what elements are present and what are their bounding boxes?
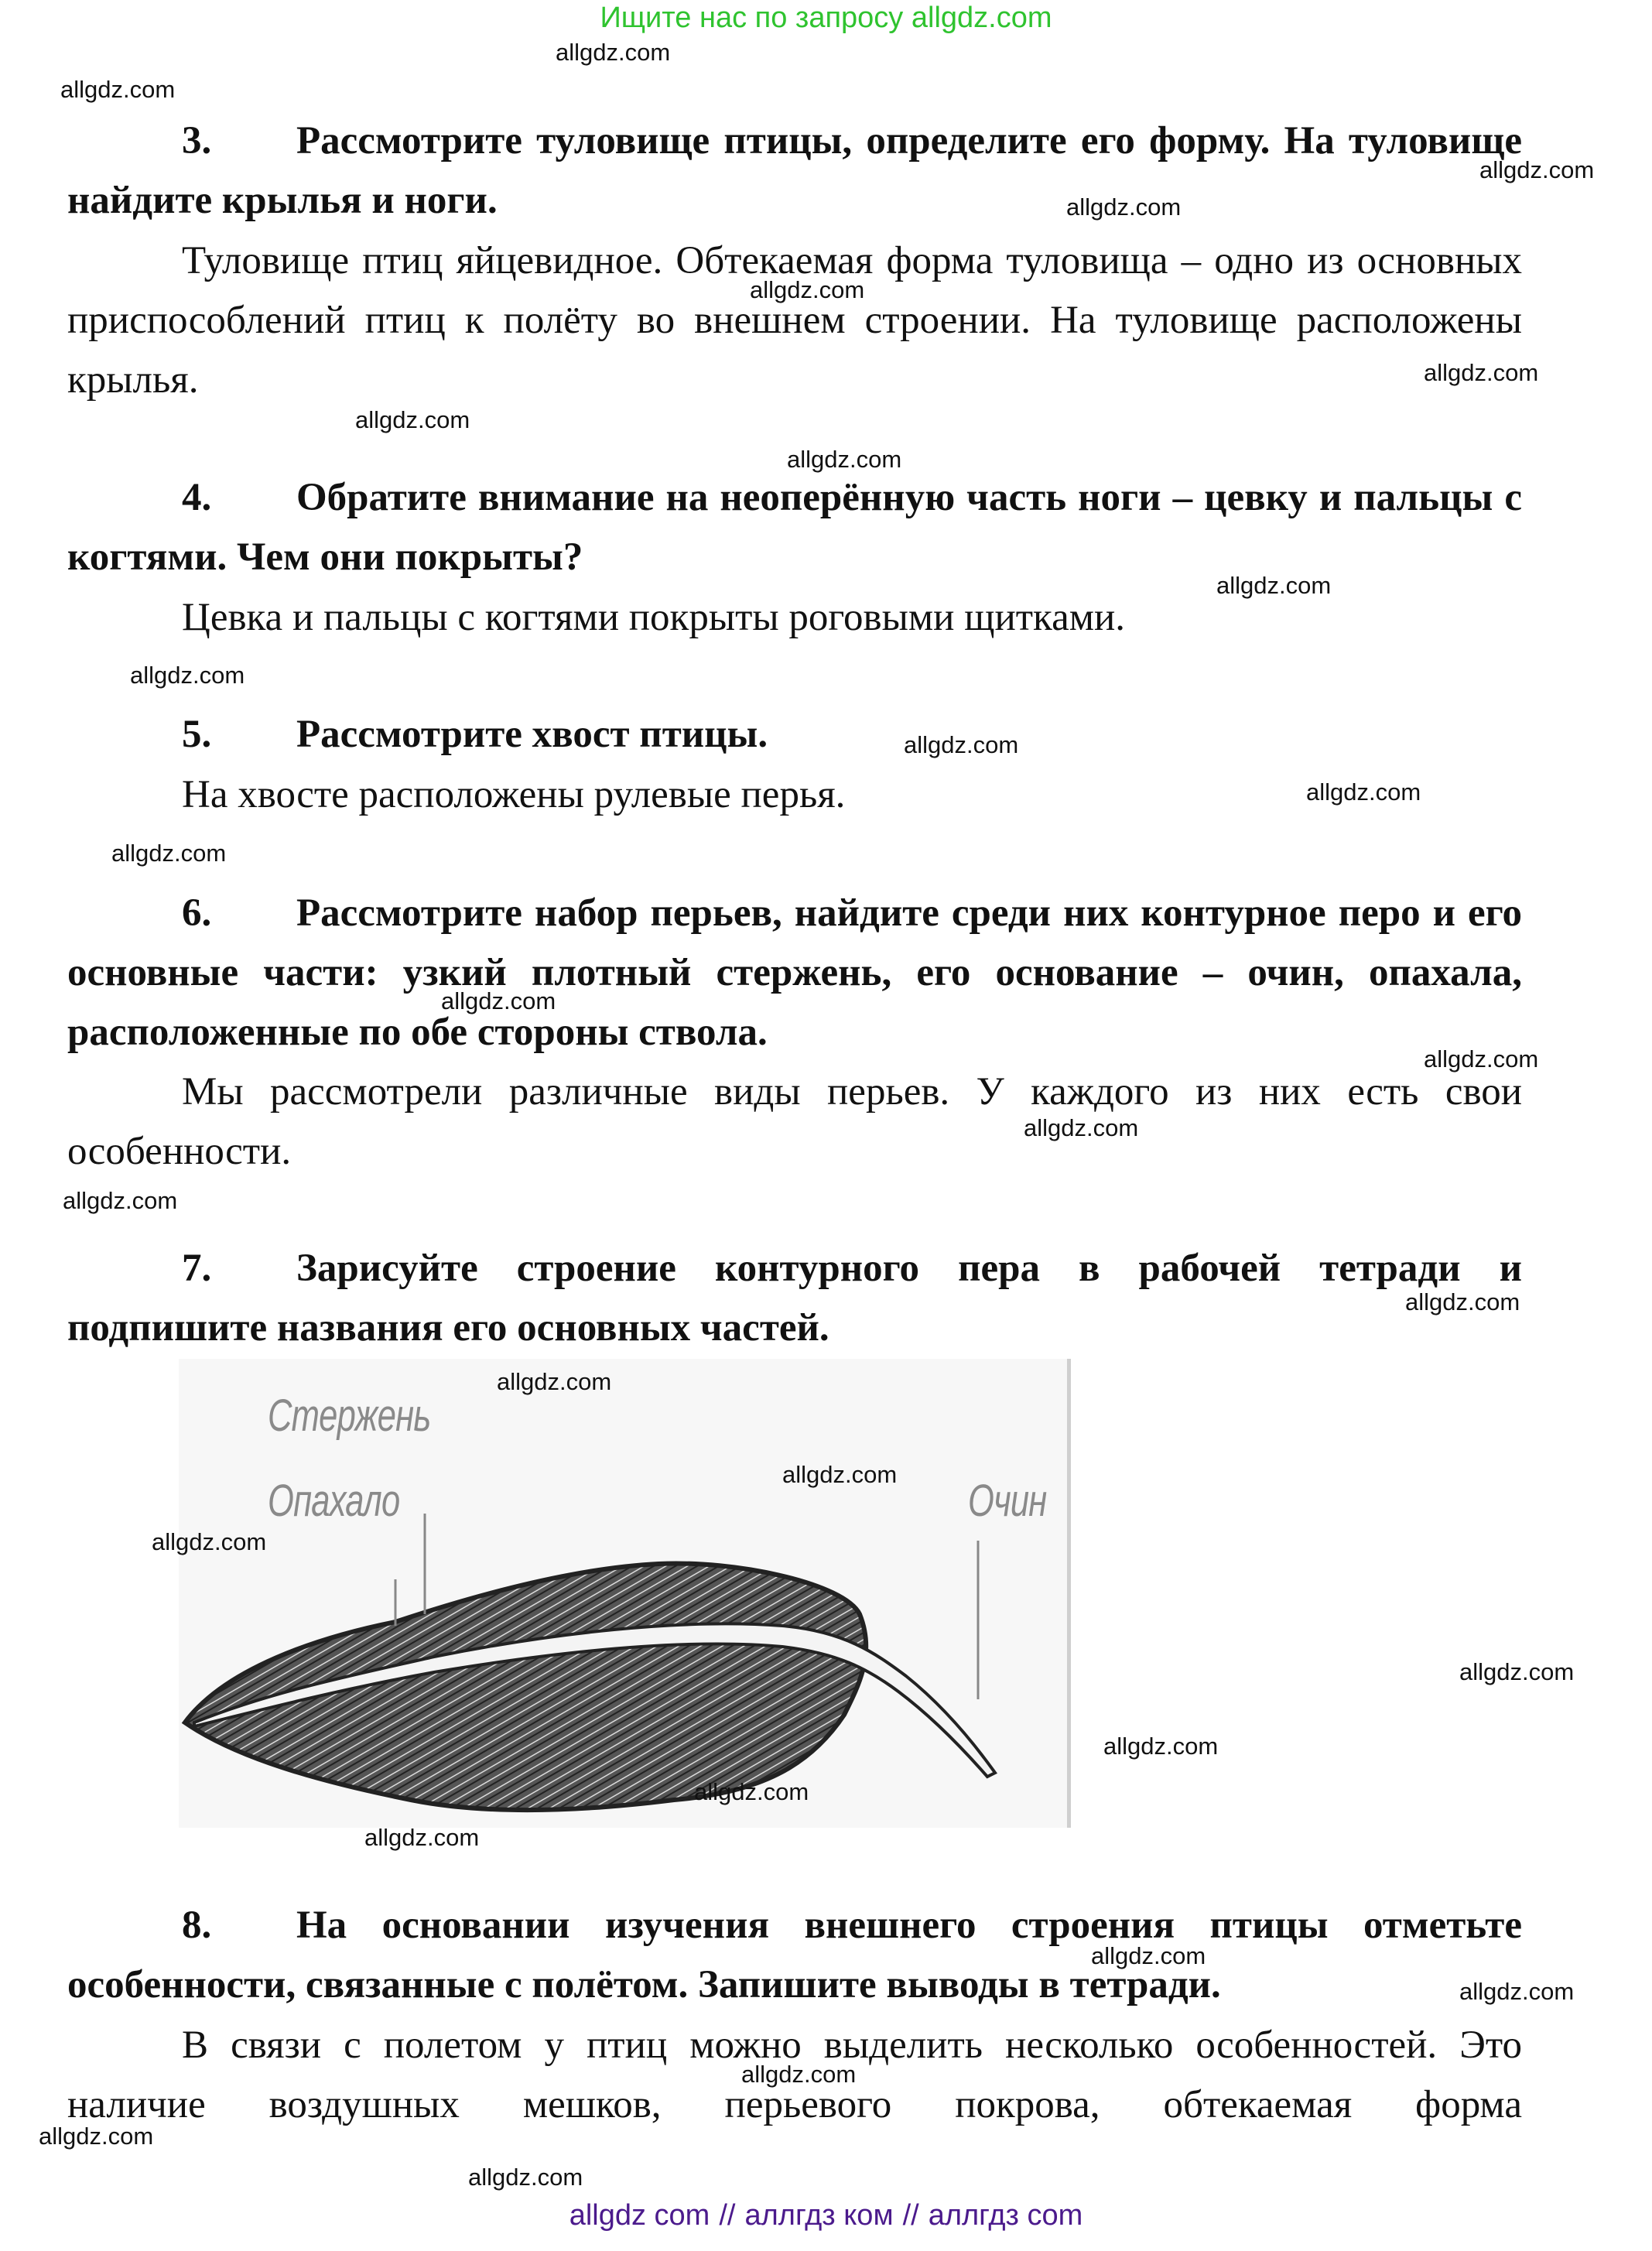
watermark: allgdz.com [1091,1942,1206,1969]
label-vane: Опахало [268,1476,400,1526]
question-text: Рассмотрите хвост птицы. [296,713,768,756]
question-text: Рассмотрите туловище птицы, определите его форму. На туловище найдите крылья и ноги. [67,119,1522,222]
question-text: На основании изучения внешнего строения птицы отметьте особенности, связанные с полётом. Запишите выводы в тетради. [67,1904,1522,2006]
footer-link[interactable]: аллгдз com [928,2199,1083,2232]
watermark: allgdz.com [1459,1978,1575,2005]
watermark: allgdz.com [1306,778,1421,806]
watermark: allgdz.com [497,1368,612,1395]
label-calamus: Очин [968,1476,1047,1526]
footer-separator: // [719,2199,736,2232]
question-4 [67,468,1522,587]
watermark: allgdz.com [1459,1658,1575,1685]
watermark: allgdz.com [355,406,470,433]
watermark: allgdz.com [468,2164,583,2191]
answer-5: На хвосте расположены рулевые перья. [182,773,846,816]
question-3 [67,111,1522,231]
watermark: allgdz.com [111,840,227,867]
answer-8: В связи с полетом у птиц можно выделить несколько особенностей. Это наличие воздушных мешков, перьевого покрова, обтекаемая форма [67,2024,1522,2126]
footer-link[interactable]: аллгдз ком [744,2199,894,2232]
watermark: allgdz.com [364,1824,480,1851]
watermark: allgdz.com [904,731,1019,758]
watermark: allgdz.com [441,987,556,1014]
watermark: allgdz.com [1066,193,1182,221]
watermark: allgdz.com [556,39,671,66]
question-text: Обратите внимание на неоперённую часть ноги – цевку и пальцы с когтями. Чем они покрыты? [67,476,1522,579]
question-7 [67,1239,1522,1358]
question-number: 8. [182,1904,212,1947]
answer-3: Туловище птиц яйцевидное. Обтекаемая форма туловища – одно из основных приспособлений птиц к полёту во внешнем строении. На туловище расположены крылья. [67,239,1522,402]
watermark: allgdz.com [787,446,902,473]
watermark: allgdz.com [694,1778,809,1805]
question-number: 4. [182,476,212,519]
watermark: allgdz.com [741,2061,857,2088]
watermark: allgdz.com [130,662,245,689]
watermark: allgdz.com [750,276,865,303]
question-6 [67,884,1522,1062]
watermark: allgdz.com [152,1528,267,1555]
watermark: allgdz.com [1103,1733,1219,1760]
answer-6: Мы рассмотрели различные виды перьев. У каждого из них есть свои особенности. [67,1070,1522,1173]
question-number: 3. [182,119,212,162]
watermark: allgdz.com [63,1187,178,1214]
question-5 [67,705,1522,765]
question-text: Рассмотрите набор перьев, найдите среди них контурное перо и его основные части: узкий плотный стержень, его основание – очин, опахала, расположенные по обе стороны ствола. [67,891,1522,1054]
question-text: Зарисуйте строение контурного пера в рабочей тетради и подпишите названия его основных частей. [67,1247,1522,1350]
watermark: allgdz.com [1024,1114,1139,1141]
watermark: allgdz.com [1479,156,1595,183]
watermark: allgdz.com [1405,1288,1520,1315]
question-number: 6. [182,891,212,935]
search-hint-banner[interactable]: Ищите нас по запросу allgdz.com [600,2,1052,34]
footer-links [0,2198,1652,2233]
question-8 [67,1896,1522,2015]
footer-link[interactable]: allgdz com [569,2199,710,2232]
watermark: allgdz.com [782,1461,898,1488]
watermark: allgdz.com [39,2123,154,2150]
question-number: 7. [182,1247,212,1290]
feather-diagram [179,1359,1071,1828]
watermark: allgdz.com [1424,359,1539,386]
watermark: allgdz.com [60,76,176,103]
feather-vane [185,1563,866,1810]
question-number: 5. [182,713,212,756]
answer-4: Цевка и пальцы с когтями покрыты роговыми щитками. [182,596,1126,639]
watermark: allgdz.com [1216,572,1332,599]
watermark: allgdz.com [1424,1045,1539,1072]
footer-separator: // [902,2199,919,2232]
label-shaft: Стержень [268,1391,431,1441]
